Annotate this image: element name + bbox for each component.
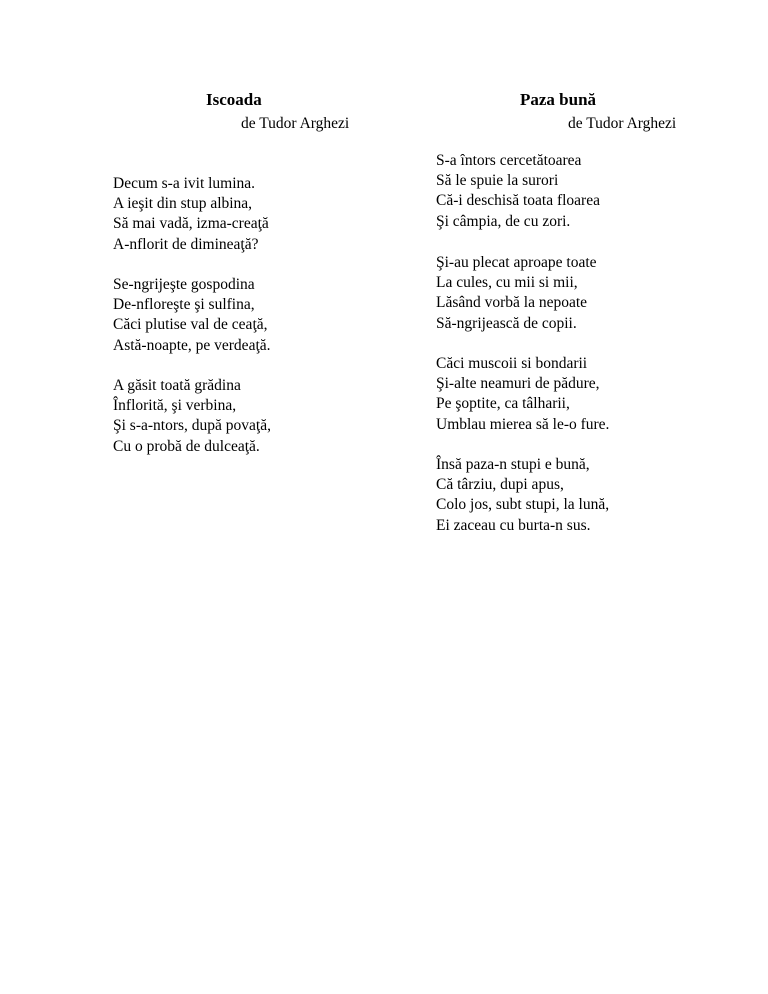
- verse-line: De-nfloreşte şi sulfina,: [113, 296, 255, 314]
- verse-line: Să-ngrijească de copii.: [436, 314, 577, 332]
- verse-line: Înflorită, şi verbina,: [113, 397, 237, 415]
- verse-line: Decum s-a ivit lumina.: [113, 175, 256, 192]
- verse-line: Să le spuie la surori: [436, 172, 559, 190]
- stanza: [436, 151, 600, 232]
- verse-line: La cules, cu mii si mii,: [436, 274, 578, 292]
- verse-line: Umblau mierea să le-o fure.: [436, 415, 610, 433]
- verse-line: Şi-au plecat aproape toate: [436, 254, 597, 271]
- stanza: [436, 354, 609, 435]
- verse-line: Şi s-a-ntors, după povaţă,: [113, 417, 271, 435]
- verse-line: A găsit toată grădina: [113, 377, 241, 394]
- verse-line: Pe şoptite, ca tâlharii,: [436, 395, 570, 413]
- verse-line: Şi câmpia, de cu zori.: [436, 212, 571, 230]
- poem-author: de Tudor Arghezi: [241, 115, 350, 132]
- verse-line: Lăsând vorbă la nepoate: [436, 294, 588, 312]
- verse-line: Şi-alte neamuri de pădure,: [436, 375, 600, 393]
- verse-line: Să mai vadă, izma-creaţă: [113, 215, 269, 233]
- verse-line: A-nflorit de dimineaţă?: [113, 235, 259, 253]
- verse-line: Se-ngrijeşte gospodina: [113, 276, 255, 293]
- verse-line: Astă-noapte, pe verdeaţă.: [113, 336, 271, 354]
- verse-line: Însă paza-n stupi e bună,: [436, 456, 590, 473]
- stanza: [113, 275, 271, 356]
- verse-line: Căci muscoii si bondarii: [436, 355, 588, 372]
- stanza: [113, 376, 271, 457]
- poem-title: Iscoada: [206, 90, 262, 109]
- stanza: [436, 253, 597, 334]
- verse-line: Ei zaceau cu burta-n sus.: [436, 516, 591, 534]
- verse-line: Căci plutise val de ceaţă,: [113, 316, 268, 334]
- stanza: [436, 455, 609, 536]
- verse-line: Colo jos, subt stupi, la lună,: [436, 496, 610, 514]
- verse-line: A ieşit din stup albina,: [113, 195, 253, 213]
- verse-line: Cu o probă de dulceaţă.: [113, 437, 260, 455]
- poem-title: Paza bună: [520, 90, 597, 109]
- verse-line: Că-i deschisă toata floarea: [436, 192, 600, 210]
- verse-line: S-a întors cercetătoarea: [436, 152, 582, 169]
- poem-author: de Tudor Arghezi: [568, 115, 677, 132]
- stanza: [113, 174, 269, 255]
- verse-line: Că târziu, dupi apus,: [436, 476, 564, 494]
